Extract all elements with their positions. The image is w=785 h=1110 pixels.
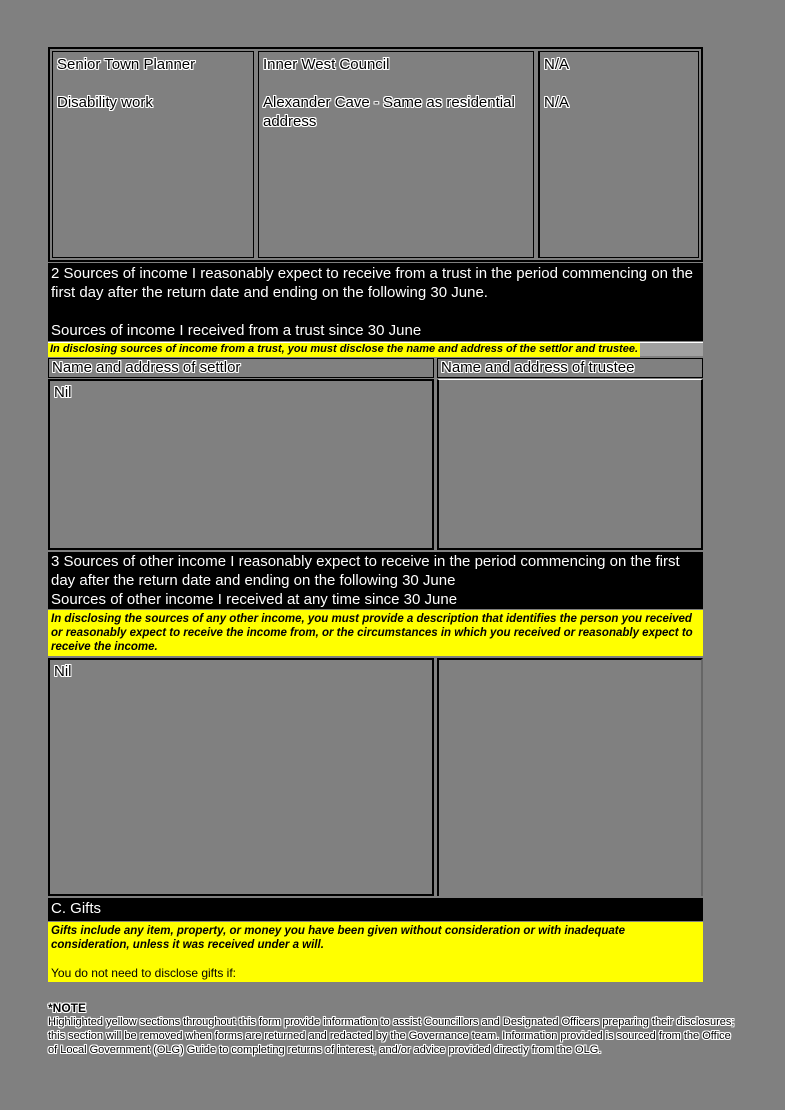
na-value: N/A xyxy=(544,56,570,73)
blank-line xyxy=(263,74,529,93)
blank-line xyxy=(51,302,700,321)
settlor-trustee-header-row xyxy=(48,358,703,378)
employment-table xyxy=(48,47,703,262)
section-trust-income-bar xyxy=(48,263,703,341)
trust-guidance-note: In disclosing sources of income from a trust, you must disclose the name and address of the settlor and trustee. xyxy=(50,343,639,355)
other-income-heading: 3 Sources of other income I reasonably expect to receive in the period commencing on the first day after the return date and ending on the following 30 June xyxy=(51,553,680,589)
other-income-entry-cell: Nil xyxy=(48,658,434,896)
footnote-label: *NOTE xyxy=(48,1001,87,1015)
gifts-guidance-block xyxy=(48,922,703,982)
na-cell xyxy=(538,51,699,258)
column-header-settlor: Name and address of settlor xyxy=(48,358,434,378)
trustee-entry-cell xyxy=(437,379,703,550)
gifts-intro-text: You do not need to disclose gifts if: xyxy=(51,966,237,980)
blank-line xyxy=(51,952,700,966)
footnote xyxy=(48,1001,740,1057)
gifts-guidance-note: Gifts include any item, property, or money you have been given without consideration or with inadequate consideration, unless it was received under a will. xyxy=(51,925,626,951)
gifts-heading: C. Gifts xyxy=(51,900,102,917)
trust-guidance-row xyxy=(48,342,703,356)
footnote-body: Highlighted yellow sections throughout this form provide information to assist Councillors and Designated Officers preparing their disclosures; this section will be removed when forms are returned and redacted by the Governance team. Information provided is sourced from the Office of Local Government (OLG) Guide to completing returns of interest, and/or advice provided directly from the OLG. xyxy=(48,1016,735,1056)
other-income-entry-row xyxy=(48,658,703,896)
occupation-cell xyxy=(52,51,254,258)
employer-cell xyxy=(258,51,534,258)
blank-line xyxy=(544,74,694,93)
trust-income-subheading: Sources of income I received from a trust since 30 June xyxy=(51,322,422,339)
occupation-value: Senior Town Planner xyxy=(57,56,196,73)
other-income-guidance-note: In disclosing the sources of any other income, you must provide a description that identifies the person you received or reasonably expect to receive the income from, or the circumstances in which you received or reasonably expect to receive the income. xyxy=(48,610,703,656)
section-gifts-bar xyxy=(48,898,703,921)
employer-value-2: Alexander Cave - Same as residential address xyxy=(263,94,515,130)
section-other-income-bar xyxy=(48,552,703,609)
settlor-entry-cell: Nil xyxy=(48,379,434,550)
blank-line xyxy=(57,74,249,93)
employer-value: Inner West Council xyxy=(263,56,390,73)
na-value-2: N/A xyxy=(544,94,570,111)
trust-income-heading: 2 Sources of income I reasonably expect to receive from a trust in the period commencing on the first day after the return date and ending on the following 30 June. xyxy=(51,265,693,301)
occupation-value-2: Disability work xyxy=(57,94,153,111)
other-income-entry-cell-right xyxy=(437,658,703,896)
other-income-subheading: Sources of other income I received at any time since 30 June xyxy=(51,591,458,608)
trust-income-entry-row xyxy=(48,379,703,550)
column-header-trustee: Name and address of trustee xyxy=(437,358,703,378)
form-page xyxy=(48,47,735,1057)
